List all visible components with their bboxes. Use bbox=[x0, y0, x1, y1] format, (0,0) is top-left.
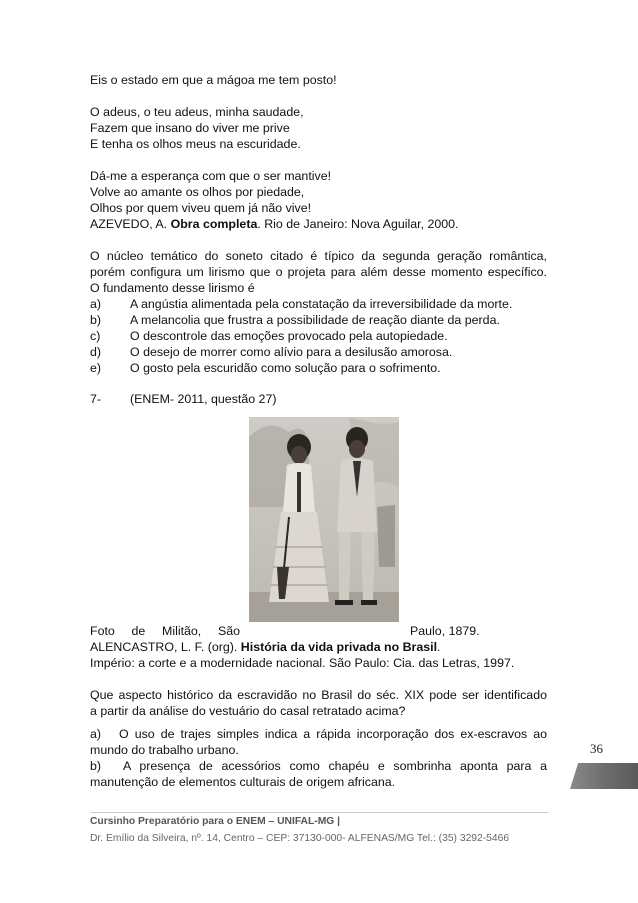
option-text: A angústia alimentada pela constatação da irreversibilidade da morte. bbox=[130, 297, 513, 311]
option-text: A presença de acessórios como chapéu e sombrinha aponta para a bbox=[123, 759, 547, 773]
option-letter: d) bbox=[90, 345, 102, 359]
question7-option-b bbox=[90, 759, 547, 773]
question7-number: 7- bbox=[90, 392, 102, 406]
reference-line: Império: a corte e a modernidade nacional. São Paulo: Cia. das Letras, 1997. bbox=[90, 656, 515, 670]
option-text: A melancolia que frustra a possibilidade de reação diante da perda. bbox=[130, 313, 500, 327]
poem-line: Fazem que insano do viver me prive bbox=[90, 121, 290, 135]
option-text-continued: manutenção de elementos culturais de origem africana. bbox=[90, 775, 396, 789]
poem-line: Dá-me a esperança com que o ser mantive! bbox=[90, 169, 332, 183]
reference-end: . bbox=[437, 640, 441, 654]
footer-line1 bbox=[90, 815, 340, 828]
page-tab-decoration bbox=[570, 763, 638, 789]
footer-institution: Cursinho Preparatório para o ENEM – UNIFAL-MG | bbox=[90, 816, 341, 827]
question7-prompt-line: Que aspecto histórico da escravidão no Brasil do séc. XIX pode ser identificado bbox=[90, 688, 547, 702]
option-text: O uso de trajes simples indica a rápida incorporação dos ex-escravos ao bbox=[119, 727, 547, 741]
couple-photo bbox=[249, 417, 399, 622]
poem-line: Volve ao amante os olhos por piedade, bbox=[90, 185, 305, 199]
citation-author: AZEVEDO, A. bbox=[90, 217, 171, 231]
reference-author: ALENCASTRO, L. F. (org). bbox=[90, 640, 241, 654]
poem-citation bbox=[90, 217, 458, 231]
reference-title: História da vida privada no Brasil bbox=[240, 640, 438, 654]
footer-divider bbox=[90, 812, 548, 813]
question7-option-a bbox=[90, 727, 547, 741]
question6-statement-line: O núcleo temático do soneto citado é típico da segunda geração romântica, bbox=[90, 249, 547, 263]
poem-line: Olhos por quem viveu quem já não vive! bbox=[90, 201, 312, 215]
question7-source: (ENEM- 2011, questão 27) bbox=[130, 392, 277, 406]
option-letter: a) bbox=[90, 297, 102, 311]
citation-rest: . Rio de Janeiro: Nova Aguilar, 2000. bbox=[257, 217, 459, 231]
photo-caption-part2: Paulo, 1879. bbox=[410, 624, 480, 638]
footer-line2: Dr. Emílio da Silveira, nº. 14, Centro – CEP: 37130-000- ALFENAS/MG Tel.: (35) 3292-5466 bbox=[90, 833, 510, 844]
poem-line: O adeus, o teu adeus, minha saudade, bbox=[90, 105, 304, 119]
poem-line: E tenha os olhos meus na escuridade. bbox=[90, 137, 301, 151]
couple-photo-image bbox=[249, 417, 399, 622]
photo-caption-part1: Foto de Militão, São bbox=[90, 624, 240, 638]
poem-line: Eis o estado em que a mágoa me tem posto! bbox=[90, 73, 337, 87]
question6-statement-line: O fundamento desse lirismo é bbox=[90, 281, 255, 295]
citation-title: Obra completa bbox=[170, 217, 258, 231]
question6-statement-line: porém configura um lirismo que o projeta para além desse momento específico. bbox=[90, 265, 547, 279]
page-number: 36 bbox=[590, 741, 603, 756]
option-letter: a) bbox=[90, 727, 102, 741]
reference-line bbox=[90, 640, 441, 654]
option-letter: b) bbox=[90, 759, 102, 773]
option-text: O gosto pela escuridão como solução para o sofrimento. bbox=[130, 361, 441, 375]
option-text: O desejo de morrer como alívio para a desilusão amorosa. bbox=[130, 345, 453, 359]
option-letter: e) bbox=[90, 361, 102, 375]
option-letter: b) bbox=[90, 313, 102, 327]
option-text: O descontrole das emoções provocado pela autopiedade. bbox=[130, 329, 448, 343]
option-text-continued: mundo do trabalho urbano. bbox=[90, 743, 239, 757]
question7-prompt-line: a partir da análise do vestuário do casal retratado acima? bbox=[90, 704, 406, 718]
option-letter: c) bbox=[90, 329, 101, 343]
